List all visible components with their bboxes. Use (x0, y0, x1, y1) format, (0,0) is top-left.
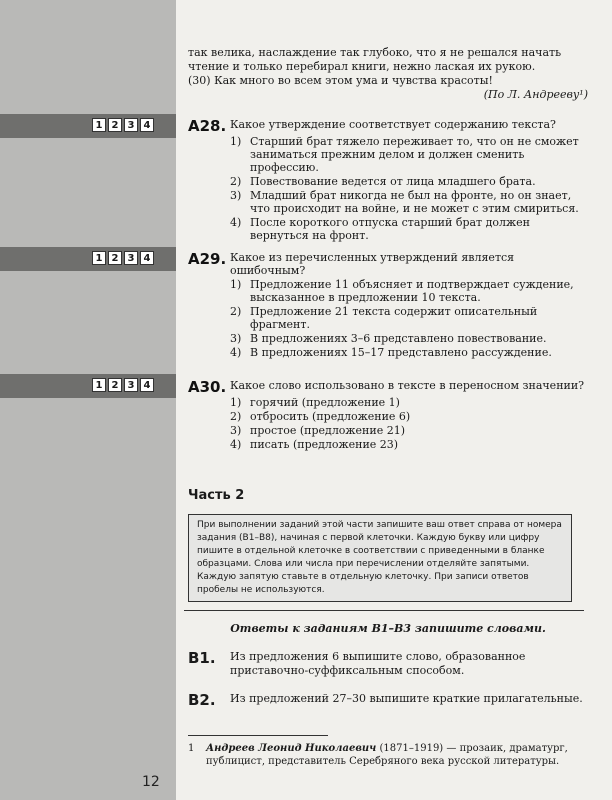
answer-box-4[interactable]: 4 (140, 378, 154, 392)
answer-box-4[interactable]: 4 (140, 118, 154, 132)
option-text: Младший брат никогда не был на фронте, но он знает, что происходит на войне, и не может с этим смириться. (250, 189, 579, 215)
option-number: 4) (230, 346, 242, 359)
question-number: B1. (188, 649, 216, 667)
question-text: Из предложения 6 выпишите слово, образованное приставочно-суффиксальным способом. (230, 650, 526, 677)
option (230, 216, 588, 242)
option (230, 410, 588, 423)
option-number: 4) (230, 216, 242, 229)
option (230, 305, 588, 331)
intro-line: (30) Как много во всем этом ума и чувства красоты! (188, 74, 493, 87)
option (230, 332, 588, 345)
answer-band-a29 (0, 247, 176, 271)
question-number: A30. (188, 378, 227, 396)
question-b1 (188, 650, 588, 678)
question-a30 (188, 379, 588, 451)
options (230, 396, 588, 451)
intro-paragraph (188, 46, 588, 102)
option-text: Предложение 21 текста содержит описательный фрагмент. (250, 305, 538, 331)
instructions-box: При выполнении заданий этой части запишите ваш ответ справа от номера задания (В1–В8), начиная с первой клеточки. Каждую букву или цифру пишите в отдельной клеточке в соответствии с приведенными в бланке образцами. Слова или числа при перечислении отделяйте запятыми. Каждую запятую ставьте в отдельную клеточку. При записи ответов пробелы не используются. (188, 514, 572, 602)
option-number: 3) (230, 424, 242, 437)
answer-band-a30 (0, 374, 176, 398)
option-text: Предложение 11 объясняет и подтверждает суждение, высказанное в предложении 10 текста. (250, 278, 574, 304)
option-number: 1) (230, 396, 242, 409)
question-number: B2. (188, 691, 216, 709)
options (230, 278, 588, 359)
answer-box-2[interactable]: 2 (108, 378, 122, 392)
option-number: 4) (230, 438, 242, 451)
answer-box-1[interactable]: 1 (92, 378, 106, 392)
question-b2 (188, 692, 588, 708)
option-text: горячий (предложение 1) (250, 396, 400, 409)
option-text: Старший брат тяжело переживает то, что он не сможет заниматься прежним делом и должен сменить профессию. (250, 135, 579, 174)
footnote-name: Андреев Леонид Николаевич (206, 743, 377, 754)
part-title: Часть 2 (188, 488, 245, 503)
option-text: отбросить (предложение 6) (250, 410, 411, 423)
question-text: Какое из перечисленных утверждений является ошибочным? (230, 251, 515, 277)
option (230, 438, 588, 451)
answer-box-2[interactable]: 2 (108, 251, 122, 265)
option (230, 396, 588, 409)
question-a28 (188, 118, 588, 242)
answer-box-4[interactable]: 4 (140, 251, 154, 265)
option (230, 135, 588, 174)
option-text: писать (предложение 23) (250, 438, 399, 451)
intro-line: так велика, наслаждение так глубоко, что я не решался начать (188, 46, 562, 59)
footnote-rule (188, 735, 328, 736)
divider (184, 610, 584, 611)
option-number: 1) (230, 135, 242, 148)
answer-box-3[interactable]: 3 (124, 118, 138, 132)
option-text: Повествование ведется от лица младшего брата. (250, 175, 536, 188)
footnote (188, 742, 588, 768)
answer-band-a28 (0, 114, 176, 138)
footnote-text: (1871–1919) — прозаик, драматург, публицист, представитель Серебряного века русской литературы. (206, 743, 568, 767)
footnote-number: 1 (188, 743, 195, 754)
option-text: простое (предложение 21) (250, 424, 406, 437)
intro-line: чтение и только перебирал книги, нежно лаская их рукою. (188, 60, 536, 73)
answer-box-3[interactable]: 3 (124, 251, 138, 265)
option-number: 3) (230, 332, 242, 345)
answer-box-1[interactable]: 1 (92, 251, 106, 265)
answer-boxes (92, 378, 154, 392)
answer-box-2[interactable]: 2 (108, 118, 122, 132)
option (230, 424, 588, 437)
answer-boxes (92, 251, 154, 265)
source-attribution: (По Л. Андрееву¹) (483, 88, 588, 101)
option-number: 1) (230, 278, 242, 291)
option (230, 189, 588, 215)
option-text: В предложениях 3–6 представлено повествование. (250, 332, 547, 345)
answer-boxes (92, 118, 154, 132)
option (230, 346, 588, 359)
sidebar (0, 0, 176, 800)
question-text: Какое слово использовано в тексте в переносном значении? (230, 379, 585, 392)
page-number: 12 (142, 774, 160, 790)
question-text: Из предложений 27–30 выпишите краткие прилагательные. (230, 692, 583, 705)
answers-note: Ответы к заданиям В1–В3 запишите словами. (230, 622, 546, 635)
option-text: В предложениях 15–17 представлено рассуждение. (250, 346, 552, 359)
question-number: A29. (188, 250, 227, 268)
option (230, 278, 588, 304)
footnote-body (206, 742, 588, 768)
options (230, 135, 588, 242)
option-number: 2) (230, 305, 242, 318)
question-text: Какое утверждение соответствует содержанию текста? (230, 118, 556, 131)
option-number: 2) (230, 410, 242, 423)
question-a29 (188, 251, 588, 359)
option-number: 3) (230, 189, 242, 202)
answer-box-1[interactable]: 1 (92, 118, 106, 132)
option-number: 2) (230, 175, 242, 188)
option (230, 175, 588, 188)
answer-box-3[interactable]: 3 (124, 378, 138, 392)
question-number: A28. (188, 117, 227, 135)
option-text: После короткого отпуска старший брат должен вернуться на фронт. (250, 216, 530, 242)
